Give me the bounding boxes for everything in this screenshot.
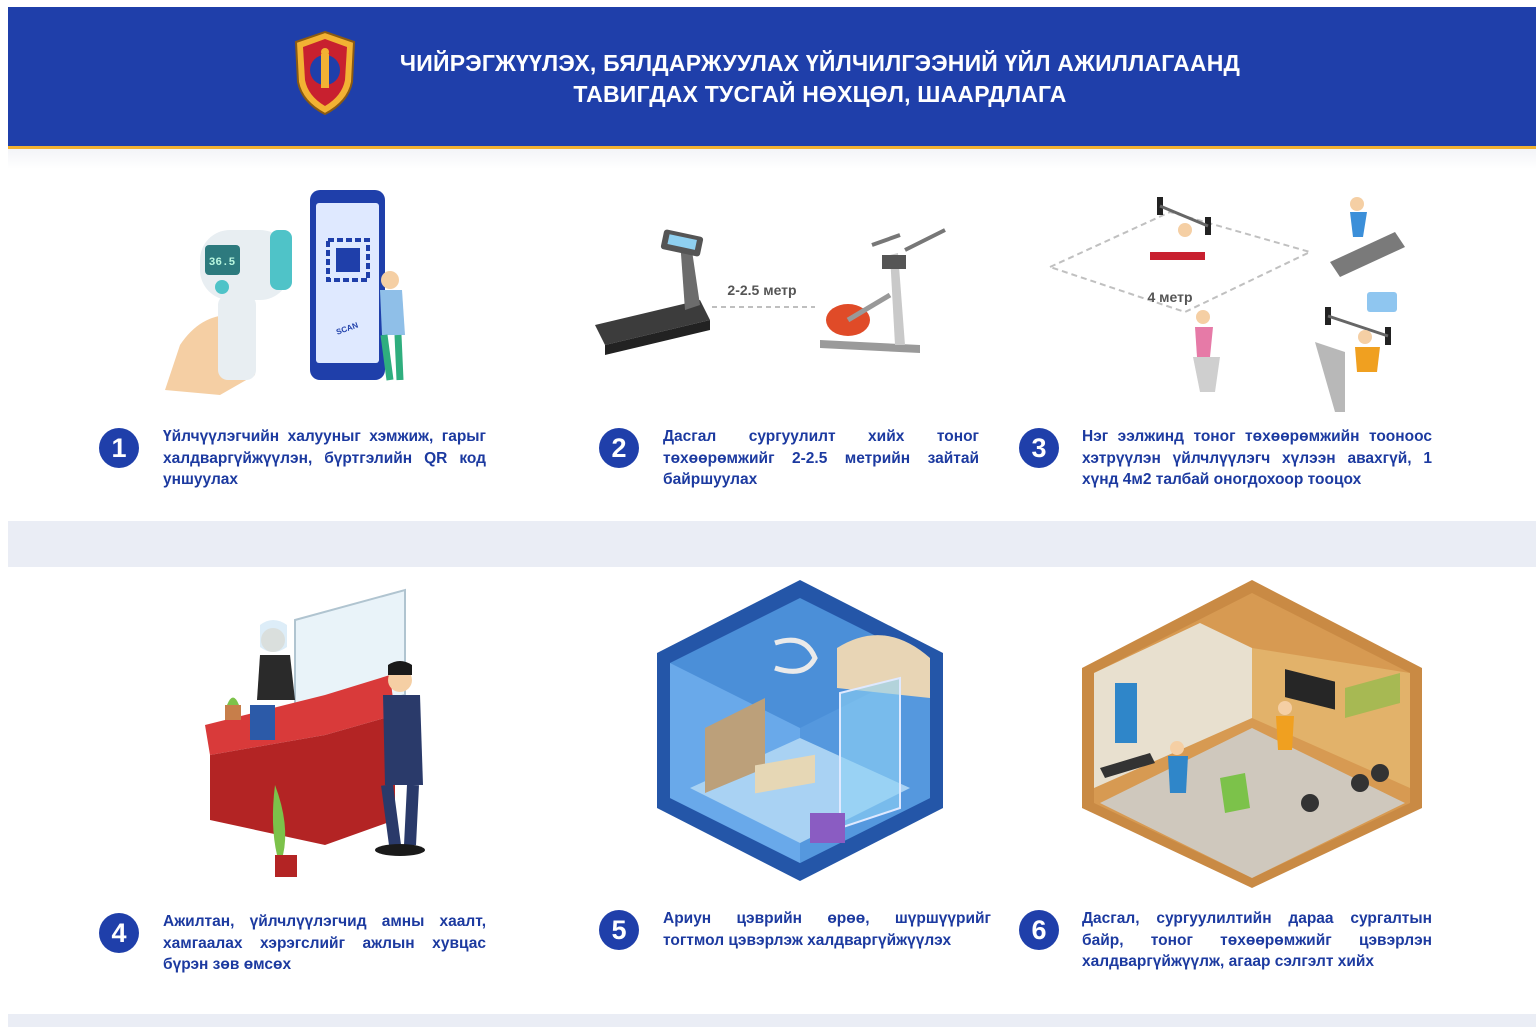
emblem-icon (292, 30, 358, 116)
bathroom-illustration (655, 578, 945, 883)
step-number-2: 2 (599, 428, 639, 468)
step-text-6: Дасгал, сургуулилтийн дараа сургалтын байр, тоног төхөөрөмжийг цэвэрлэн халдваргүйжүүлж, агаар сэлгэлт хийх (1082, 910, 1432, 970)
step-text-1: Үйлчүүлэгчийн халууныг хэмжиж, гарыг халдваргүйжүүлэн, бүртгэлийн QR код уншуулах (163, 428, 486, 488)
scan-label: SCAN (334, 320, 360, 337)
title-line-2: ТАВИГДАХ ТУСГАЙ НӨХЦӨЛ, ШААРДЛАГА (573, 81, 1067, 107)
step-text-4: Ажилтан, үйлчлүүлэгчид амны хаалт, хамгаалах хэрэгслийг ажлын хувцас бүрэн зөв өмсөх (163, 913, 486, 973)
step-number-1: 1 (99, 428, 139, 468)
step-text-2: Дасгал сургуулилт хийх тоног төхөөрөмжийг 2-2.5 метрийн зайтай байршуулах (663, 428, 979, 488)
page-title (370, 48, 1270, 110)
gym-disinfection-illustration (1080, 578, 1425, 890)
step-text-5: Ариун цэврийн өрөө, шүршүүрийг тогтмол цэвэрлэж халдваргүйжүүлэх (663, 910, 991, 949)
reception-counter-illustration (195, 585, 435, 885)
section-divider (8, 521, 1536, 567)
temperature-qr-illustration (160, 185, 410, 400)
gym-area-illustration (1045, 182, 1435, 417)
step-text-3: Нэг ээлжинд тоног төхөөрөмжийн тооноос хэтрүүлэн үйлчлүүлэгч хүлээн авахгүй, 1 хүнд 4м2 талбай оногдохоор тооцох (1082, 428, 1432, 488)
title-line-1: ЧИЙРЭГЖҮҮЛЭХ, БЯЛДАРЖУУЛАХ ҮЙЛЧИЛГЭЭНИЙ ҮЙЛ АЖИЛЛАГААНД (399, 50, 1241, 76)
step-number-4: 4 (99, 913, 139, 953)
footer-band (8, 1014, 1536, 1027)
distance-label: 2-2.5 метр (727, 282, 797, 298)
step-number-3: 3 (1019, 428, 1059, 468)
header-shadow (8, 149, 1536, 169)
thermometer-reading: 36.5 (208, 257, 236, 269)
equipment-distance-illustration (590, 225, 955, 385)
area-label: 4 метр (1147, 289, 1193, 305)
step-number-6: 6 (1019, 910, 1059, 950)
step-number-5: 5 (599, 910, 639, 950)
